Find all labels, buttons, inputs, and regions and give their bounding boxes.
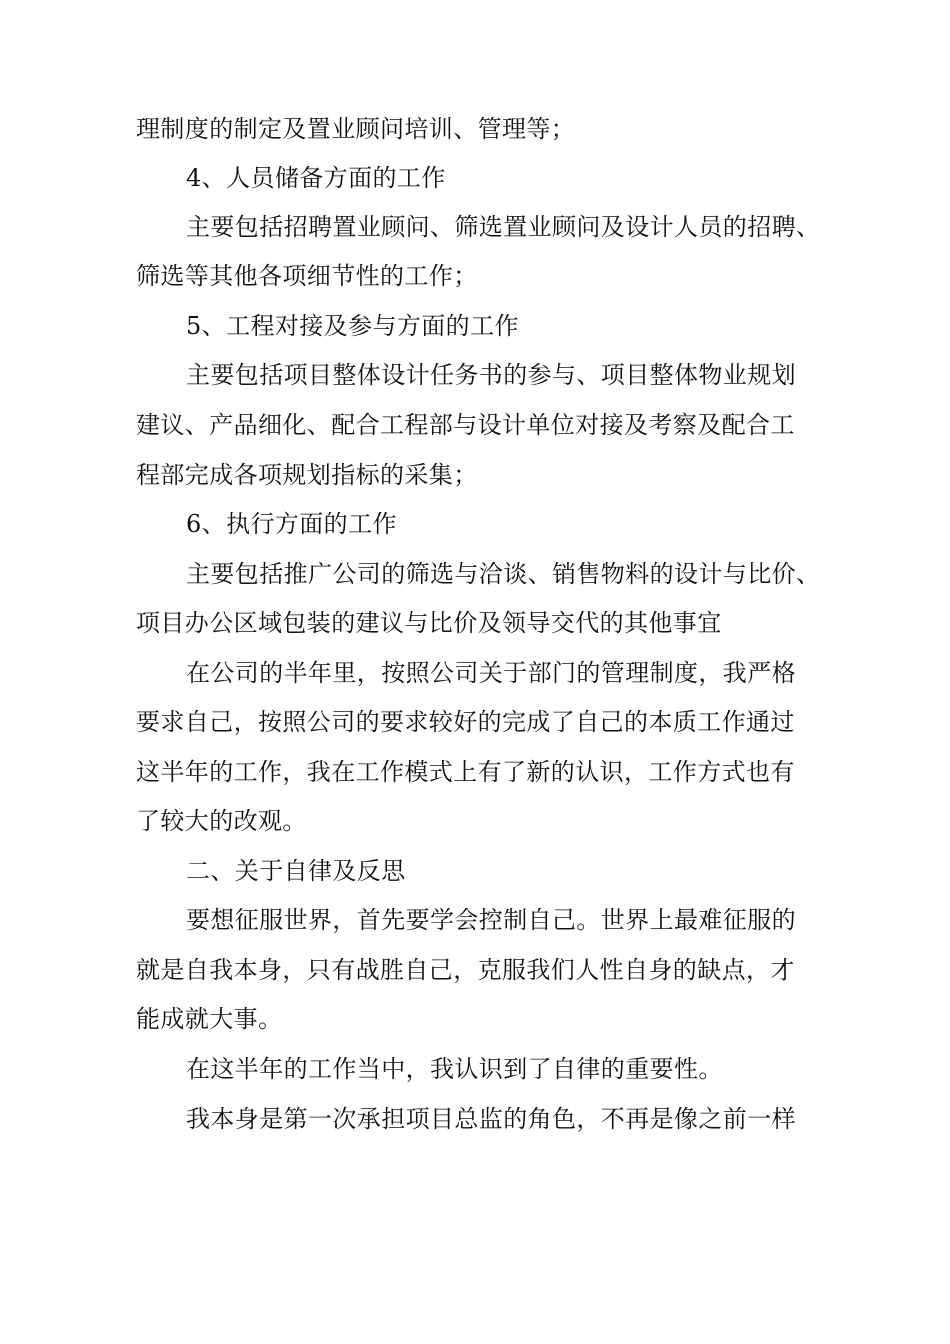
section-heading: 5、工程对接及参与方面的工作 xyxy=(186,312,519,340)
text-line: 在公司的半年里，按照公司关于部门的管理制度，我严格 xyxy=(186,659,796,687)
text-line: 主要包括推广公司的筛选与洽谈、销售物料的设计与比价、 xyxy=(186,560,821,588)
text-line: 主要包括项目整体设计任务书的参与、项目整体物业规划 xyxy=(186,361,796,389)
text-line: 就是自我本身，只有战胜自己，克服我们人性自身的缺点，才 xyxy=(136,956,795,984)
text-line: 能成就大事。 xyxy=(136,1005,283,1033)
text-line: 了较大的改观。 xyxy=(136,807,307,835)
text-line: 程部完成各项规划指标的采集； xyxy=(136,461,478,489)
text-line: 主要包括招聘置业顾问、筛选置业顾问及设计人员的招聘、 xyxy=(186,213,821,241)
section-heading: 4、人员储备方面的工作 xyxy=(186,164,446,192)
text-line: 这半年的工作，我在工作模式上有了新的认识，工作方式也有 xyxy=(136,758,795,786)
section-heading: 6、执行方面的工作 xyxy=(186,510,397,538)
text-line: 理制度的制定及置业顾问培训、管理等； xyxy=(136,115,576,143)
text-line: 我本身是第一次承担项目总监的角色，不再是像之前一样 xyxy=(186,1105,796,1133)
text-line: 在这半年的工作当中，我认识到了自律的重要性。 xyxy=(186,1055,723,1083)
text-line: 要想征服世界，首先要学会控制自己。世界上最难征服的 xyxy=(186,906,796,934)
text-line: 项目办公区域包装的建议与比价及领导交代的其他事宜 xyxy=(136,609,722,637)
text-line: 要求自己，按照公司的要求较好的完成了自己的本质工作通过 xyxy=(136,708,795,736)
text-line: 建议、产品细化、配合工程部与设计单位对接及考察及配合工 xyxy=(136,411,795,439)
section-heading: 二、关于自律及反思 xyxy=(186,857,406,885)
text-line: 筛选等其他各项细节性的工作； xyxy=(136,262,478,290)
